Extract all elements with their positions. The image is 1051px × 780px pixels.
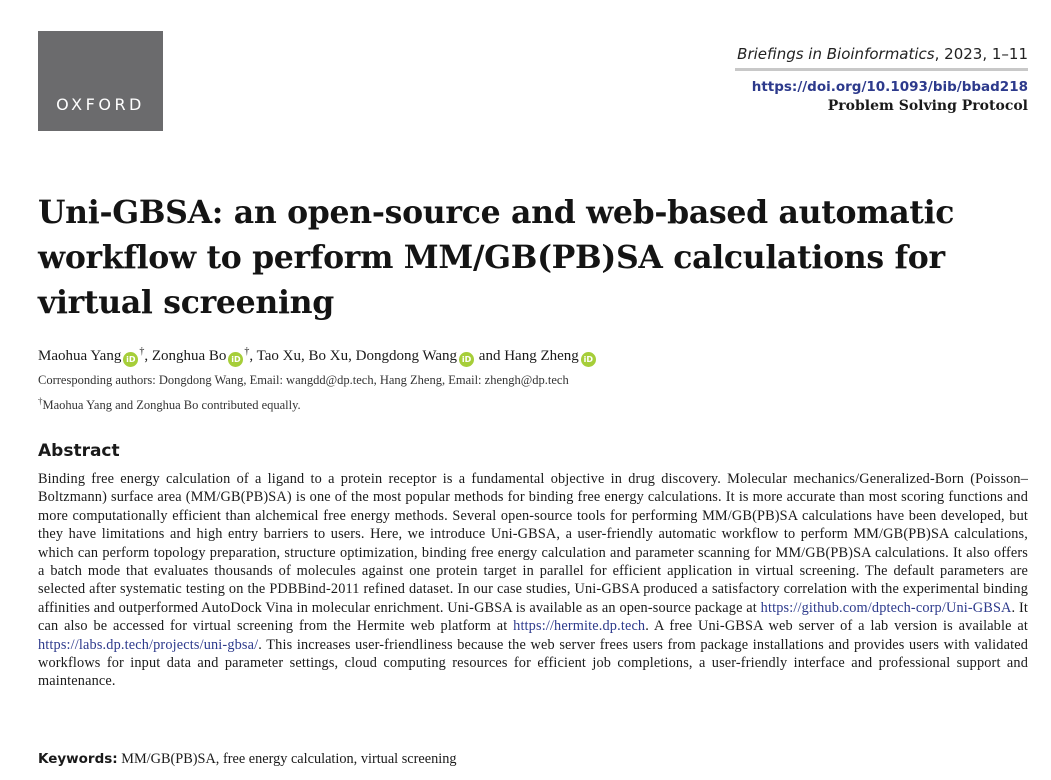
journal-year-pages: , 2023, 1–11	[934, 45, 1028, 63]
hermite-link[interactable]: https://hermite.dp.tech	[513, 618, 646, 635]
separator: ,	[348, 348, 356, 364]
oxford-logo	[38, 31, 163, 131]
orcid-icon[interactable]: iD	[459, 352, 474, 367]
separator: ,	[249, 348, 257, 364]
abstract-text: . A free Uni-GBSA web server of a lab version is available at	[645, 618, 1028, 635]
author-name[interactable]: Maohua Yang	[38, 348, 122, 364]
equal-contribution-note	[38, 396, 301, 413]
orcid-icon[interactable]: iD	[228, 352, 243, 367]
github-link[interactable]: https://github.com/dptech-corp/Uni-GBSA	[760, 599, 1012, 616]
separator: ,	[144, 348, 152, 364]
orcid-icon[interactable]: iD	[581, 352, 596, 367]
equal-contribution-mark: †	[244, 346, 250, 357]
separator: and	[475, 348, 505, 364]
abstract-heading: Abstract	[38, 441, 120, 461]
journal-header	[735, 45, 1028, 114]
doi-link[interactable]: https://doi.org/10.1093/bib/bbad218	[751, 79, 1028, 95]
dagger-mark: †	[38, 396, 43, 406]
paper-title: Uni-GBSA: an open-source and web-based automatic workflow to perform MM/GB(PB)SA calculations for virtual screening	[38, 194, 955, 321]
labs-link[interactable]: https://labs.dp.tech/projects/uni-gbsa/	[38, 636, 259, 653]
author-name[interactable]: Zonghua Bo	[151, 348, 227, 364]
abstract-text: Binding free energy calculation of a ligand to a protein receptor is a fundamental objective in drug discovery. Molecular mechanics/Generalized-Born (Poisson–Boltzmann) surface area (MM/GB(PB)SA) is one of the most popular methods for binding free energy calculations. It is more accurate than most scoring functions and more computationally efficient than alchemical free energy methods. Several open-source tools for performing MM/GB(PB)SA calculations have been developed, but they have limitations and high entry barriers to users. Here, we introduce Uni-GBSA, a user-friendly automatic workflow to perform MM/GB(PB)SA calculations, which can perform topology preparation, structure optimization, binding free energy calculation and parameter scanning for MM/GB(PB)SA calculations. It also offers a batch mode that evaluates thousands of molecules against one protein target in parallel for efficient application in virtual screening. The default parameters are selected after systematic testing on the PDBBind-2011 refined dataset. In our case studies, Uni-GBSA produced a satisfactory correlation with the experimental binding affinities and outperformed AutoDock Vina in molecular enrichment. Uni-GBSA is available as an open-source package at	[38, 471, 1028, 616]
author-list	[38, 346, 597, 367]
publisher-logo-text: OXFORD	[56, 95, 145, 114]
abstract-text: . It can also be accessed for virtual screening from the Hermite web platform at	[38, 599, 1029, 635]
keywords	[38, 751, 457, 768]
abstract-text: . This increases user-friendliness because the web server frees users from package installations and provides users with validated workflows for input data and parameter settings, cloud computing resources for efficient job completions, a user-friendly interface and professional support and maintenance.	[38, 636, 1028, 690]
journal-citation	[735, 45, 1028, 71]
keywords-value: MM/GB(PB)SA, free energy calculation, virtual screening	[117, 751, 457, 767]
author-name[interactable]: Tao Xu	[256, 348, 302, 364]
article-type: Problem Solving Protocol	[827, 98, 1028, 114]
author-name[interactable]: Dongdong Wang	[355, 348, 458, 364]
corresponding-authors: Corresponding authors: Dongdong Wang, Email: wangdd@dp.tech, Hang Zheng, Email: zhengh@dp.tech	[38, 373, 569, 387]
abstract-body	[38, 470, 1028, 691]
equal-contribution-mark: †	[139, 346, 145, 357]
separator: ,	[301, 348, 309, 364]
author-name[interactable]: Bo Xu	[308, 348, 349, 364]
equal-contribution-text: Maohua Yang and Zonghua Bo contributed equally.	[42, 398, 301, 413]
author-name[interactable]: Hang Zheng	[504, 348, 579, 364]
orcid-icon[interactable]: iD	[123, 352, 138, 367]
journal-name: Briefings in Bioinformatics	[737, 45, 935, 63]
keywords-label: Keywords:	[38, 751, 118, 767]
